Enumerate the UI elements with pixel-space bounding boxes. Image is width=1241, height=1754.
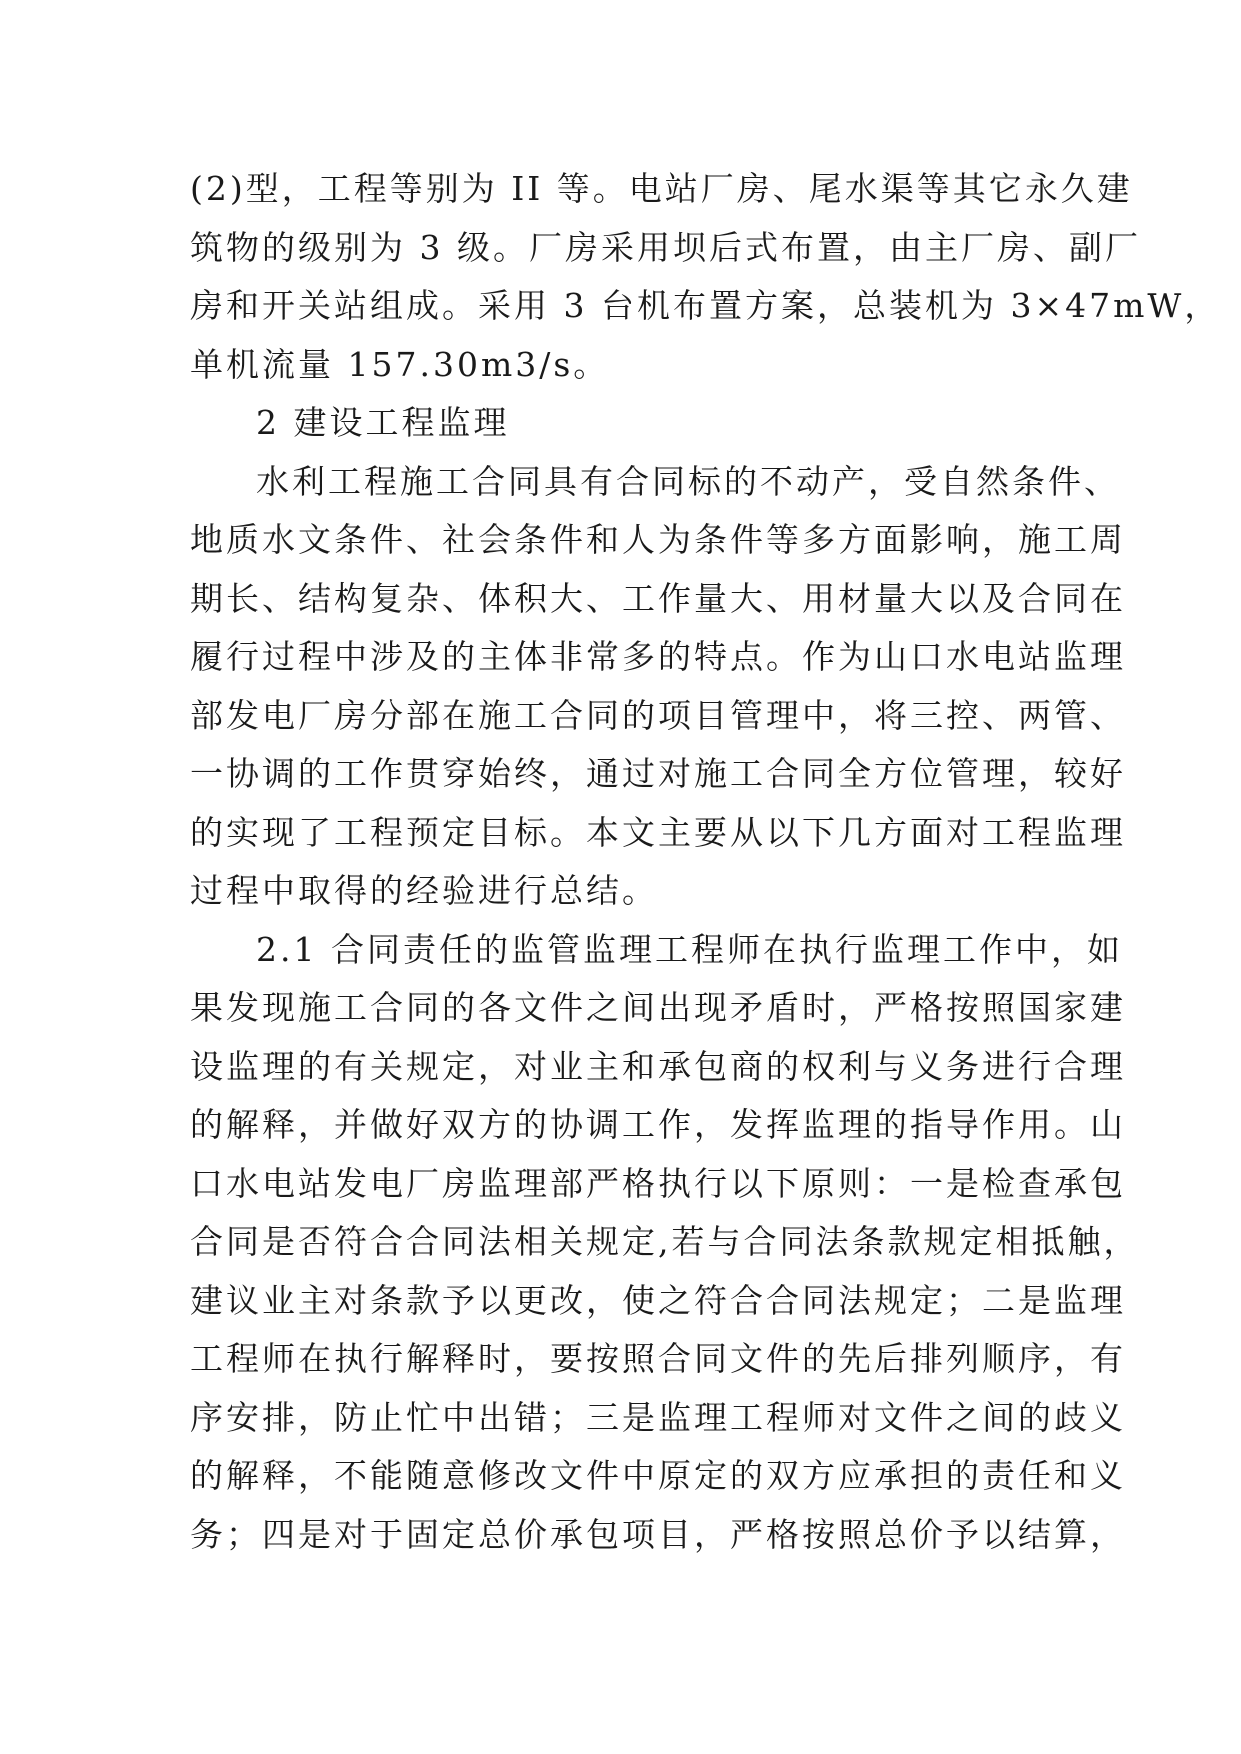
document-body [190, 160, 1221, 1564]
text-line: 部发电厂房分部在施工合同的项目管理中，将三控、两管、 [190, 695, 1126, 735]
text-line: 务；四是对于固定总价承包项目，严格按照总价予以结算， [190, 1514, 1126, 1554]
text-line: 工程师在执行解释时，要按照合同文件的先后排列顺序，有 [190, 1339, 1126, 1378]
text-line: 的解释，不能随意修改文件中原定的双方应承担的责任和义 [190, 1456, 1126, 1495]
text-line: 房和开关站组成。采用 3 台机布置方案，总装机为 3×47mW， [190, 286, 1221, 325]
text-line: 的实现了工程预定目标。本文主要从以下几方面对工程监理 [190, 812, 1126, 852]
text-line: 地质水文条件、社会条件和人为条件等多方面影响，施工周 [190, 520, 1126, 559]
subsection-line: 2.1 合同责任的监管监理工程师在执行监理工作中，如 [256, 929, 1123, 969]
text-line: 单机流量 157.30m3/s。 [190, 344, 610, 384]
text-line: (2)型，工程等别为 II 等。电站厂房、尾水渠等其它永久建 [190, 169, 1133, 208]
text-line: 设监理的有关规定，对业主和承包商的权利与义务进行合理 [190, 1046, 1126, 1086]
text-line: 水利工程施工合同具有合同标的不动产，受自然条件、 [256, 461, 1120, 501]
text-line: 口水电站发电厂房监理部严格执行以下原则：一是检查承包 [190, 1163, 1126, 1203]
text-line: 合同是否符合合同法相关规定,若与合同法条款规定相抵触， [190, 1222, 1140, 1261]
text-line: 果发现施工合同的各文件之间出现矛盾时，严格按照国家建 [190, 988, 1126, 1027]
text-line: 序安排，防止忙中出错；三是监理工程师对文件之间的歧义 [190, 1397, 1126, 1437]
text-line: 期长、结构复杂、体积大、工作量大、用材量大以及合同在 [190, 578, 1126, 618]
text-line: 履行过程中涉及的主体非常多的特点。作为山口水电站监理 [190, 637, 1126, 676]
text-line: 过程中取得的经验进行总结。 [190, 871, 658, 910]
text-line: 筑物的级别为 3 级。厂房采用坝后式布置，由主厂房、副厂 [190, 227, 1141, 267]
text-line: 建议业主对条款予以更改，使之符合合同法规定；二是监理 [190, 1280, 1126, 1320]
text-line: 的解释，并做好双方的协调工作，发挥监理的指导作用。山 [190, 1105, 1126, 1144]
section-heading: 2 建设工程监理 [256, 403, 510, 442]
text-line: 一协调的工作贯穿始终，通过对施工合同全方位管理，较好 [190, 754, 1126, 793]
